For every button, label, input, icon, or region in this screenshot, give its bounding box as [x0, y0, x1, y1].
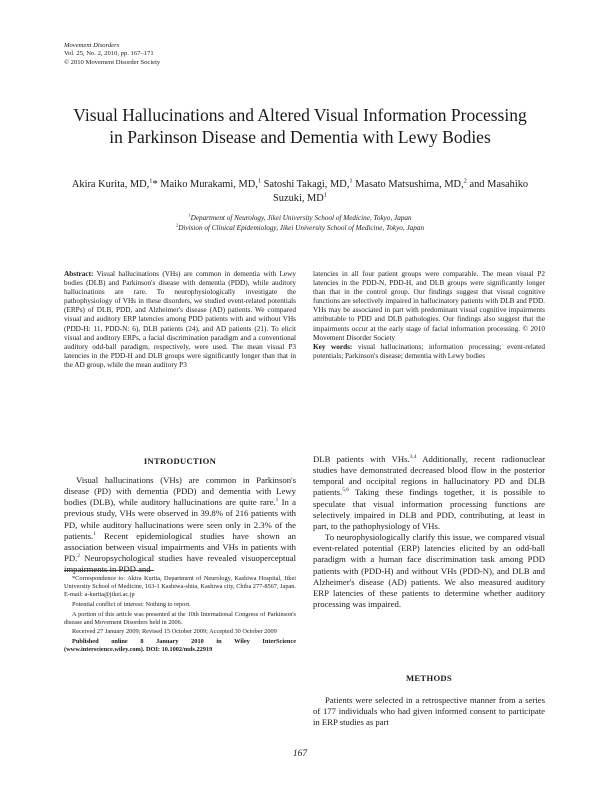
keywords-text: visual hallucinations; information processing; event-related potentials; Parkinson's disease; dementia with Lewy bodies	[313, 342, 545, 360]
footnote-rule	[64, 570, 154, 571]
author-list	[70, 178, 530, 206]
author-affiliation-mark: 1	[349, 177, 353, 185]
published-note: Published online 8 January 2010 in Wiley InterScience (www.interscience.wiley.com). DOI: 10.1002/mds.22919	[64, 638, 296, 654]
intro-paragraph: DLB patients with VHs.$^{3,4}$ Additionally, recent radionuclear studies have demonstrated decreased blood flow in the posterior temporal and occipital regions in hallucinatory PD and DLB patients.$^{5,6}$ Taking these findings together, it is possible to speculate that visual information processing functions are selectively impaired in DLB and PDD, contributing, at least in part, to the pathophysiology of VHs.	[313, 454, 545, 531]
author-name: Satoshi Takagi, MD,	[263, 179, 350, 190]
introduction-right	[313, 454, 545, 610]
affiliation-1: $^1$Department of Neurology, Jikei University School of Medicine, Tokyo, Japan	[188, 212, 412, 222]
abstract-right	[313, 270, 545, 361]
methods-paragraph: Patients were selected in a retrospective manner from a series of 177 individuals who had given informed consent to participate in ERP studies as part	[313, 695, 545, 728]
methods-body	[313, 695, 545, 728]
author-name: Masato Matsushima, MD,	[355, 179, 464, 190]
article-title	[40, 104, 560, 148]
keywords	[313, 343, 545, 361]
intro-paragraph: To neurophysiologically clarify this issue, we compared visual event-related potential (ERP) latencies elicited by an odd-ball paradigm with a human face discrimination task among PDD patients with (PDD-H) and without VHs (PDD-N), and DLB and Alzheimer's disease (AD) patients. We also measured auditory ERP latencies of these patients to determine whether auditory processing was impaired.	[313, 532, 545, 610]
journal-volume: Vol. 25, No. 2, 2010, pp. 167–171	[64, 50, 154, 58]
citation: 1	[93, 530, 96, 537]
journal-copyright: © 2010 Movement Disorder Society	[64, 58, 161, 66]
abstract-left	[64, 270, 296, 370]
citation: 2	[77, 553, 80, 560]
journal-name: Movement Disorders	[64, 42, 120, 49]
methods-heading: METHODS	[405, 673, 453, 683]
conflict-note: Potential conflict of interest: Nothing to report.	[72, 600, 191, 608]
correspondence-mark: *	[152, 179, 158, 190]
abstract-text-left: Visual hallucinations (VHs) are common in dementia with Lewy bodies (DLB) and Parkinson's disease with dementia (PDD), while auditory hallucinations are rare. To neurophysiologically investigate the pathophysiology of VHs in these disorders, we studied event-related potentials (ERPs) of DLB, PDD, and Alzheimer's disease (AD) patients. We compared visual and auditory ERP latencies among PDD patients with and without VHs (PDD-H: 11, PDD-N: 6), DLB patients (24), and AD patients (21). To elicit visual and auditory ERPs, a facial discrimination paradigm and a conventional auditory odd-ball paradigm, respectively, were used. The mean visual P3 latencies in the PDD-H and DLB groups were significantly longer than that in the AD group, while the mean auditory P3	[64, 270, 296, 369]
journal-header	[64, 42, 160, 67]
citation: 1	[275, 497, 279, 504]
author-affiliation-mark: 1	[149, 177, 153, 185]
author-affiliation-mark: 2	[463, 177, 467, 185]
abstract-label: Abstract:	[64, 270, 94, 278]
affiliation-2: $^2$Division of Clinical Epidemiology, Jikei University School of Medicine, Tokyo, Japan	[175, 222, 425, 232]
footnotes	[64, 575, 296, 656]
author-affiliation-mark: 1	[323, 191, 328, 199]
email: E-mail: a-kurita@jikei.ac.jp	[64, 590, 135, 598]
author-name: Maiko Murakami, MD,	[160, 179, 258, 190]
abstract-text-right: latencies in all four patient groups were comparable. The mean visual P2 latencies in the PDD-N, PDD-H, and DLB groups were significantly longer than that in the control group. Our findings suggest that visual cognitive functions are selectively impaired in hallucinatory patients with DLB and PDD. VHs may be associated in part with predominant visual cognitive impairments attributable to PDD and DLB pathologies. Our findings also suggest that the impairments occur at the early stage of facial information processing. © 2010 Movement Disorder Society	[313, 270, 545, 342]
affiliations	[60, 214, 540, 234]
citation: 5,6	[342, 487, 349, 494]
title-line-2: in Parkinson Disease and Dementia with Lewy Bodies	[109, 127, 491, 147]
introduction-left	[64, 475, 296, 575]
introduction-heading: INTRODUCTION	[143, 456, 217, 466]
title-line-1: Visual Hallucinations and Altered Visual Information Processing	[73, 105, 527, 125]
correspondence-note: *Correspondence to: Akira Kurita, Department of Neurology, Kashiwa Hospital, Jikei University School of Medicine, 163-1 Kashiwa-shita, Kashiwa city, Chiba 277-8567, Japan. E-mail: a-kurita@jikei.ac.jp	[64, 575, 297, 598]
citation: 3,4	[409, 454, 417, 461]
page-number: 167	[292, 749, 308, 759]
author-name: Masahiko Suzuki, MD	[272, 179, 529, 204]
author-conjunction: and	[469, 179, 485, 190]
received-note: Received 27 January 2009; Revised 15 October 2009; Accepted 30 October 2009	[72, 628, 277, 636]
author-affiliation-mark: 1	[257, 177, 262, 185]
author-name: Akira Kurita, MD,	[71, 179, 150, 190]
keywords-label: Key words:	[313, 342, 353, 351]
intro-paragraph: Visual hallucinations (VHs) are common in Parkinson's disease (PD) with dementia (PDD) and dementia with Lewy bodies (DLB), while auditory hallucinations are quite rare.$^1$ In a previous study, VHs were observed in 39.8% of 216 patients with PD, while auditory hallucinations were seen only in 2.3% of the patients.$^1$ Recent epidemiological studies have shown an association between visual impairments and VHs in patients with PD.$^2$ Neuropsychological studies have revealed visuoperceptual impairments in PDD and	[64, 475, 297, 575]
presentation-note: A portion of this article was presented at the 10th International Congress of Parkinson's disease and Movement Disorders held in 2006.	[64, 610, 296, 626]
